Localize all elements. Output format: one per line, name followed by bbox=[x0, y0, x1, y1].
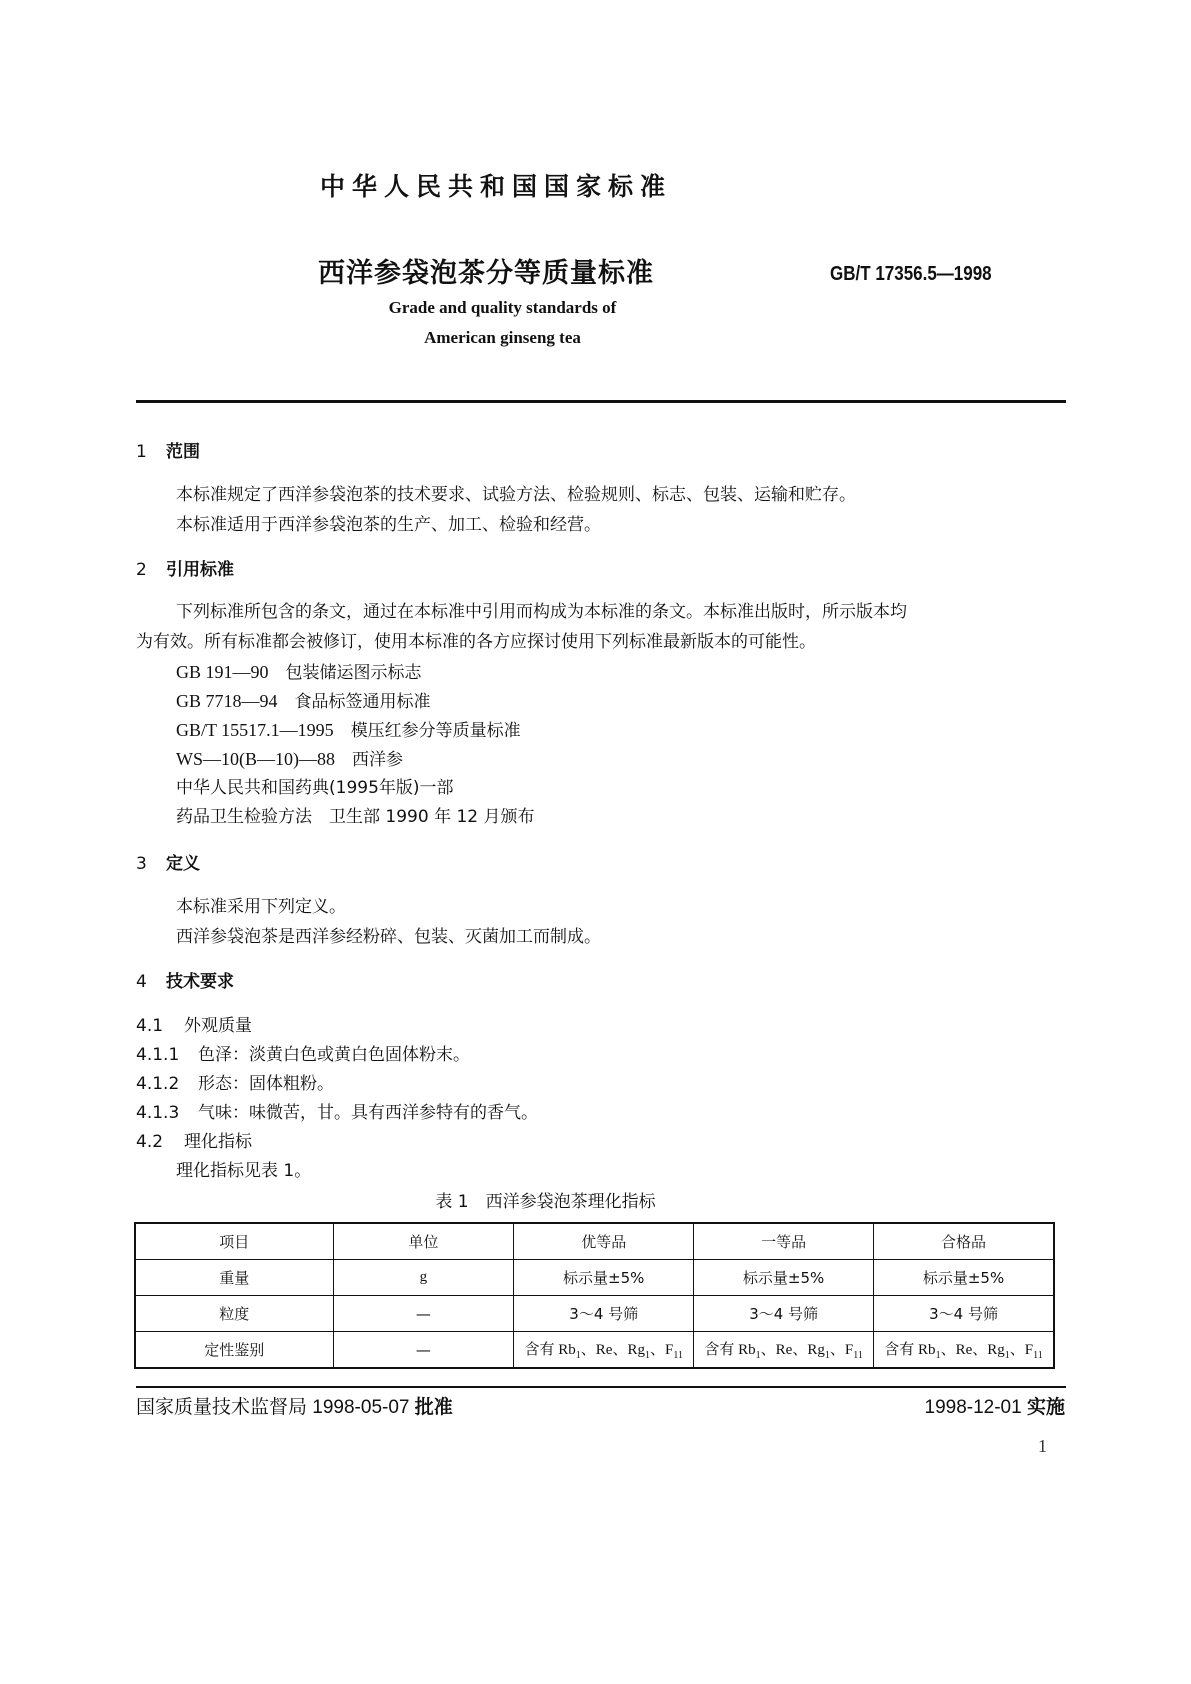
effective-label: 实施 bbox=[1026, 1397, 1065, 1418]
subsection-4-2-body: 理化指标见表 1。 bbox=[176, 1161, 312, 1181]
table-cell: 3～4 号筛 bbox=[874, 1296, 1054, 1332]
section-number: 3 bbox=[136, 854, 147, 874]
table-cell: 标示量±5% bbox=[874, 1260, 1054, 1296]
reference-item bbox=[176, 777, 454, 799]
subsection-4-1 bbox=[136, 1015, 252, 1037]
reference-name: 模压红参分等质量标准 bbox=[350, 721, 521, 741]
table-cell-identification: 含有 $Rb_1$、Re、$Rg_1$、$F_{11}$ bbox=[694, 1332, 874, 1369]
reference-code: WS—10(B—10)—88 bbox=[176, 749, 335, 769]
section-number: 1 bbox=[136, 442, 147, 462]
table-cell: 3～4 号筛 bbox=[514, 1296, 694, 1332]
effective-info bbox=[925, 1396, 1066, 1420]
spec-table bbox=[134, 1222, 1055, 1369]
footer-divider bbox=[136, 1386, 1066, 1388]
subsection-text: 外观质量 bbox=[184, 1016, 252, 1036]
table-row bbox=[135, 1296, 1054, 1332]
approval-info bbox=[136, 1396, 453, 1420]
section-1-line-2: 本标准适用于西洋参袋泡茶的生产、加工、检验和经营。 bbox=[176, 515, 601, 535]
section-2-para-line-2: 为有效。所有标准都会被修订，使用本标准的各方应探讨使用下列标准最新版本的可能性。 bbox=[136, 632, 816, 652]
table-header-cell: 项目 bbox=[135, 1223, 333, 1260]
reference-item bbox=[176, 748, 403, 771]
table-cell: 3～4 号筛 bbox=[694, 1296, 874, 1332]
masthead: 中华人民共和国国家标准 bbox=[320, 172, 673, 201]
section-number: 2 bbox=[136, 560, 147, 580]
section-4-heading bbox=[136, 971, 234, 993]
table-cell: — bbox=[333, 1296, 514, 1332]
subsection-text: 气味：味微苦，甘。具有西洋参特有的香气。 bbox=[198, 1103, 538, 1123]
reference-item bbox=[176, 806, 535, 828]
subsection-number: 4.1.1 bbox=[136, 1045, 180, 1065]
table-header-cell: 合格品 bbox=[874, 1223, 1054, 1260]
subsection-number: 4.1.2 bbox=[136, 1074, 180, 1094]
section-2-heading bbox=[136, 559, 234, 581]
subsection-4-2 bbox=[136, 1131, 252, 1153]
table-cell: — bbox=[333, 1332, 514, 1369]
reference-name: 包装储运图示标志 bbox=[285, 663, 422, 683]
subsection-text: 理化指标 bbox=[184, 1132, 252, 1152]
page-number: 1 bbox=[1038, 1436, 1047, 1456]
section-3-heading bbox=[136, 853, 200, 875]
table-cell: 重量 bbox=[135, 1260, 333, 1296]
table-row bbox=[135, 1260, 1054, 1296]
table-cell: g bbox=[333, 1260, 514, 1296]
table-header-cell: 优等品 bbox=[514, 1223, 694, 1260]
reference-code: 药品卫生检验方法 bbox=[176, 807, 312, 827]
table-row bbox=[135, 1332, 1054, 1369]
reference-code: GB 191—90 bbox=[176, 662, 269, 682]
table-header-cell: 一等品 bbox=[694, 1223, 874, 1260]
table-header-row bbox=[135, 1223, 1054, 1260]
table-cell: 粒度 bbox=[135, 1296, 333, 1332]
table-cell-identification: 含有 $Rb_1$、Re、$Rg_1$、$F_{11}$ bbox=[874, 1332, 1054, 1369]
table-cell-identification: 含有 $Rb_1$、Re、$Rg_1$、$F_{11}$ bbox=[514, 1332, 694, 1369]
section-3-line-2: 西洋参袋泡茶是西洋参经粉碎、包装、灭菌加工而制成。 bbox=[176, 927, 601, 947]
reference-name: 卫生部 1990 年 12 月颁布 bbox=[329, 807, 535, 827]
subsection-number: 4.1 bbox=[136, 1016, 164, 1036]
effective-date: 1998-12-01 bbox=[924, 1397, 1022, 1418]
document-title-en-line1: Grade and quality standards of bbox=[388, 298, 617, 317]
table-caption: 表 1 西洋参袋泡茶理化指标 bbox=[435, 1192, 656, 1212]
subsection-text: 色泽：淡黄白色或黄白色固体粉末。 bbox=[198, 1045, 470, 1065]
header-divider bbox=[136, 400, 1066, 403]
subsection-number: 4.1.3 bbox=[136, 1103, 180, 1123]
section-3-line-1: 本标准采用下列定义。 bbox=[176, 897, 346, 917]
section-title: 引用标准 bbox=[166, 560, 234, 580]
reference-item bbox=[176, 690, 431, 713]
subsection-4-1-1 bbox=[136, 1044, 470, 1066]
table-cell: 标示量±5% bbox=[514, 1260, 694, 1296]
standard-code: GB/T 17356.5—1998 bbox=[830, 263, 992, 285]
reference-name: 西洋参 bbox=[352, 750, 403, 770]
subsection-4-1-3 bbox=[136, 1102, 538, 1124]
reference-code: GB/T 15517.1—1995 bbox=[176, 720, 334, 740]
section-title: 技术要求 bbox=[166, 972, 234, 992]
section-number: 4 bbox=[136, 972, 147, 992]
reference-name: 食品标签通用标准 bbox=[294, 692, 431, 712]
approval-authority-date: 国家质量技术监督局 1998-05-07 bbox=[136, 1397, 410, 1418]
approval-label: 批准 bbox=[414, 1397, 453, 1418]
reference-code: GB 7718—94 bbox=[176, 691, 278, 711]
document-title-en-line2: American ginseng tea bbox=[424, 328, 581, 347]
section-title: 定义 bbox=[166, 854, 200, 874]
reference-code: 中华人民共和国药典(1995年版)一部 bbox=[176, 778, 454, 798]
table-header-cell: 单位 bbox=[333, 1223, 514, 1260]
table-cell: 标示量±5% bbox=[694, 1260, 874, 1296]
document-title-cn: 西洋参袋泡茶分等质量标准 bbox=[318, 258, 654, 289]
section-2-para-line-1: 下列标准所包含的条文，通过在本标准中引用而构成为本标准的条文。本标准出版时，所示版本均 bbox=[176, 602, 907, 622]
table-cell: 定性鉴别 bbox=[135, 1332, 333, 1369]
reference-item bbox=[176, 661, 422, 684]
subsection-text: 形态：固体粗粉。 bbox=[198, 1074, 334, 1094]
section-1-line-1: 本标准规定了西洋参袋泡茶的技术要求、试验方法、检验规则、标志、包装、运输和贮存。 bbox=[176, 485, 856, 505]
section-title: 范围 bbox=[166, 442, 200, 462]
subsection-number: 4.2 bbox=[136, 1132, 164, 1152]
section-1-heading bbox=[136, 441, 200, 463]
subsection-4-1-2 bbox=[136, 1073, 334, 1095]
reference-item bbox=[176, 719, 521, 742]
